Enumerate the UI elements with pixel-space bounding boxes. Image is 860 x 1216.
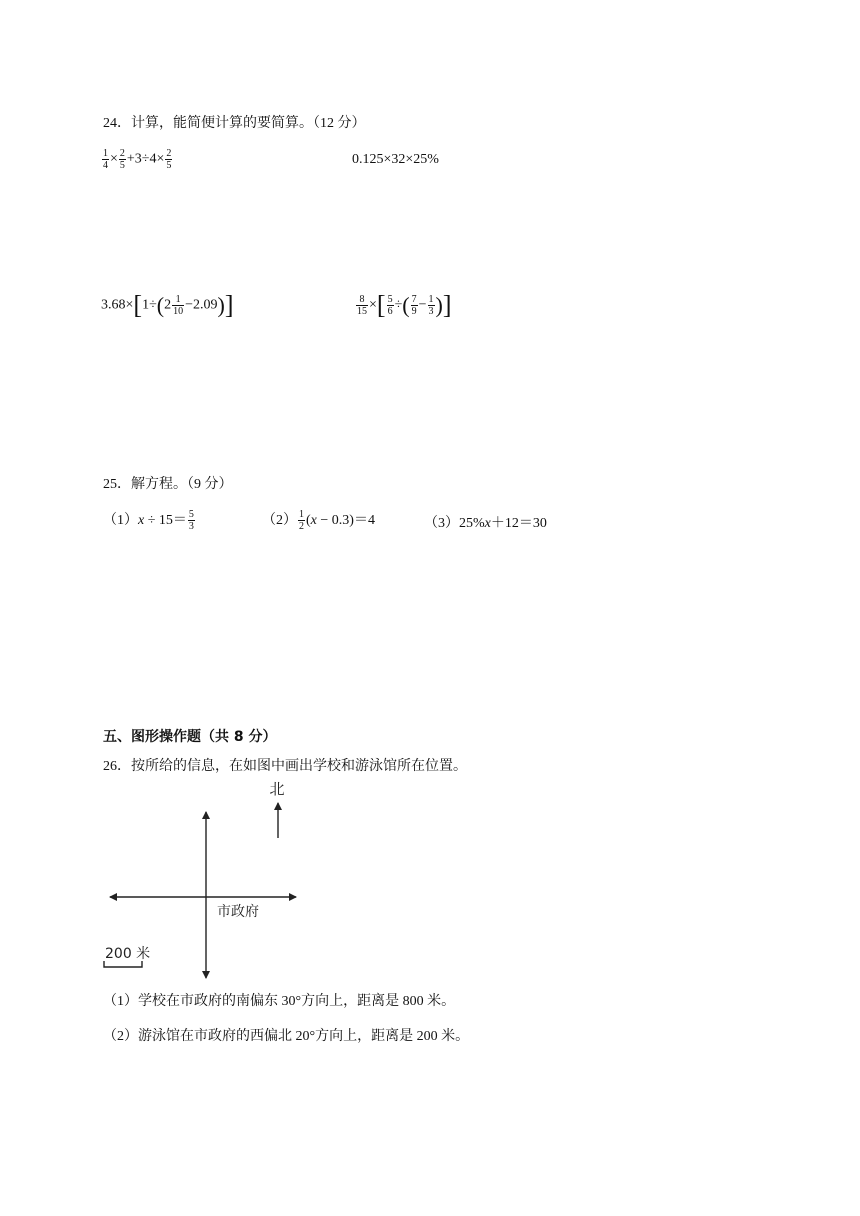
- q24-expression-1: $\frac{1}{4}$ × $\frac{2}{5}$ +3÷4× $\frac{2}{5}$: [103, 148, 172, 171]
- fraction: $\frac{5}{6}$: [387, 294, 393, 317]
- scale-label: 200 米: [105, 946, 151, 962]
- section-5-heading: 五、图形操作题（共 8 分）: [103, 729, 277, 745]
- q26-heading: 26．按所给的信息，在如图中画出学校和游泳馆所在位置。: [103, 759, 467, 774]
- q26-item-1: （1）学校在市政府的南偏东 30°方向上，距离是 800 米。: [103, 994, 456, 1009]
- fraction: $\frac{2}{5}$: [119, 148, 125, 171]
- north-label: 北: [269, 780, 285, 798]
- q24-expression-3: 3.68×[1÷(2 $\frac{1}{10}$ −2.09)]: [101, 290, 234, 320]
- direction-diagram: [95, 775, 315, 985]
- fraction: $\frac{1}{10}$: [173, 294, 184, 317]
- q24-expression-4: $\frac{8}{15}$ ×[ $\frac{5}{6}$ ÷( $\frac{7}{9}$ − $\frac{1}{3}$ )]: [357, 290, 452, 320]
- fraction: $\frac{1}{2}$: [299, 509, 304, 533]
- fraction: $\frac{2}{5}$: [166, 148, 172, 171]
- fraction: $\frac{8}{15}$: [357, 294, 367, 317]
- center-label: 市政府: [217, 904, 259, 920]
- fraction: $\frac{1}{4}$: [103, 148, 108, 171]
- q24-heading: 24．计算，能简便计算的要简算。（12 分）: [103, 116, 366, 131]
- q25-equation-1: （1）x ÷ 15＝ $\frac{5}{3}$: [103, 509, 194, 533]
- fraction: $\frac{7}{9}$: [411, 294, 417, 317]
- fraction: $\frac{5}{3}$: [188, 509, 194, 533]
- q25-equation-2: （2） $\frac{1}{2}$ (x − 0.3)＝4: [262, 509, 375, 533]
- q26-item-2: （2）游泳馆在市政府的西偏北 20°方向上，距离是 200 米。: [103, 1029, 470, 1044]
- q24-expression-2: 0.125×32×25%: [352, 152, 439, 167]
- q25-equation-3: （3）25%x＋12＝30: [424, 516, 547, 531]
- fraction: $\frac{1}{3}$: [428, 294, 434, 317]
- q25-heading: 25．解方程。（9 分）: [103, 477, 233, 492]
